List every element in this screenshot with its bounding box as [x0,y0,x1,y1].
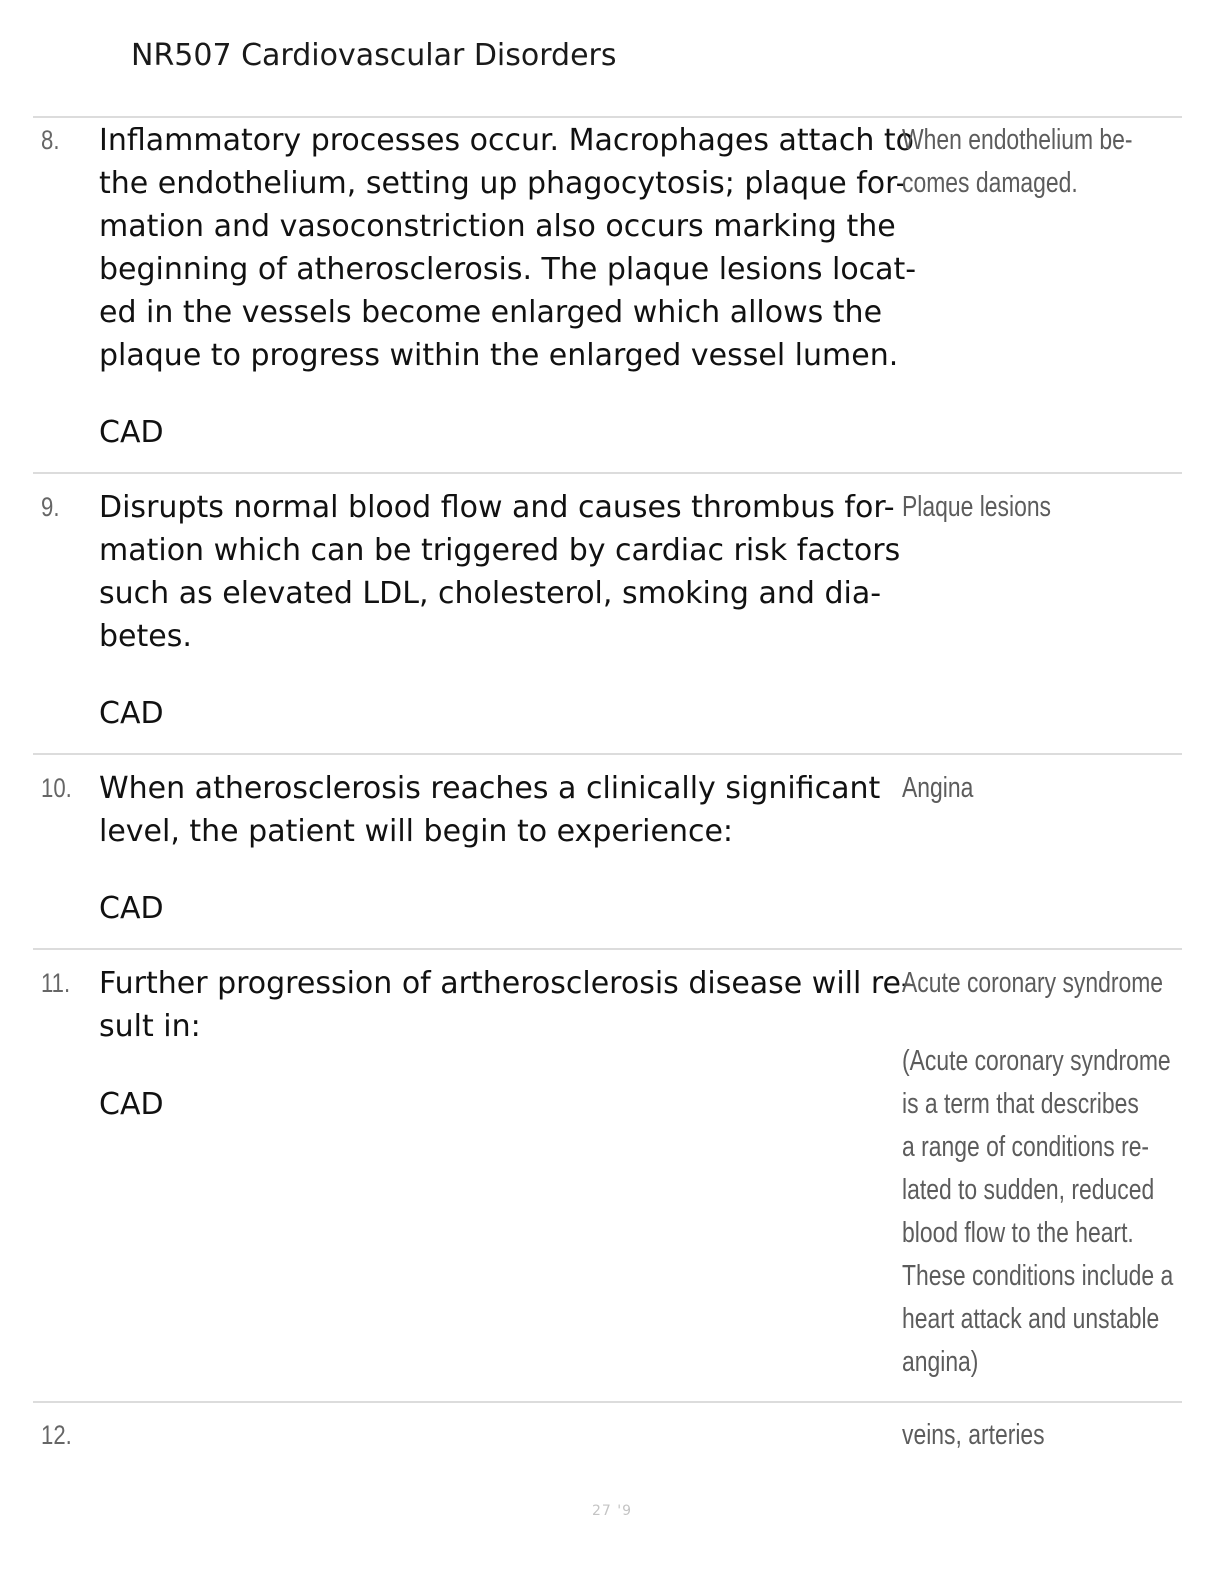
term-line: When atherosclerosis reaches a clinically significant [99,771,881,806]
term-line: the endothelium, setting up phagocytosis; plaque for- [99,166,907,201]
term-line: Further progression of artherosclerosis disease will re- [99,966,912,1001]
definition-line: Plaque lesions [902,491,1052,523]
term-line: betes. [99,619,192,654]
definition-note-line: (Acute coronary syndrome [902,1045,1171,1077]
term-line: sult in: [99,1009,201,1044]
card-term [99,767,899,853]
term-line: mation and vasoconstriction also occurs marking the [99,209,896,244]
definition-note-line: angina) [902,1346,979,1378]
card-deck-label: CAD [99,415,164,450]
definition-note-line: These conditions include a [902,1260,1174,1292]
card-divider [33,948,1182,950]
card-definition [902,486,1123,529]
term-line: ed in the vessels become enlarged which allows the [99,295,883,330]
card-number: 10. [41,773,72,803]
card-definition [902,767,1123,810]
card-divider [33,472,1182,474]
definition-note-line: heart attack and unstable [902,1303,1160,1335]
card-term [99,486,899,658]
card-definition [902,119,1133,205]
card-definition [902,962,1174,1384]
definition-note-line: a range of conditions re- [902,1131,1150,1163]
definition-spacer [902,1005,1123,1040]
card-number: 9. [41,492,60,522]
definition-line: Acute coronary syndrome [902,967,1164,999]
definition-line: Angina [902,772,974,804]
card-divider [33,753,1182,755]
card-deck-label: CAD [99,696,164,731]
term-line: mation which can be triggered by cardiac risk factors [99,533,901,568]
document-title: NR507 Cardiovascular Disorders [131,38,617,73]
page-number: 27 '9 [591,1503,633,1519]
card-deck-label: CAD [99,891,164,926]
card-term [99,119,917,377]
term-line: Inflammatory processes occur. Macrophages attach to [99,123,914,158]
card-divider [33,116,1182,118]
definition-note-line: blood flow to the heart. [902,1217,1134,1249]
card-definition [902,1414,1123,1457]
term-line: level, the patient will begin to experience: [99,814,734,849]
term-line: beginning of atherosclerosis. The plaque lesions locat- [99,252,917,287]
card-deck-label: CAD [99,1087,164,1122]
definition-line: comes damaged. [902,167,1078,199]
card-divider [33,1401,1182,1403]
term-line: such as elevated LDL, cholesterol, smoking and dia- [99,576,882,611]
definition-line: veins, arteries [902,1419,1045,1451]
card-term [99,962,912,1048]
card-number: 11. [41,968,71,998]
definition-line: When endothelium be- [902,124,1133,156]
term-line: Disrupts normal blood flow and causes thrombus for- [99,490,895,525]
card-number: 8. [41,125,60,155]
card-number: 12. [41,1420,72,1450]
definition-note-line: is a term that describes [902,1088,1139,1120]
definition-note-line: lated to sudden, reduced [902,1174,1155,1206]
term-line: plaque to progress within the enlarged vessel lumen. [99,338,899,373]
